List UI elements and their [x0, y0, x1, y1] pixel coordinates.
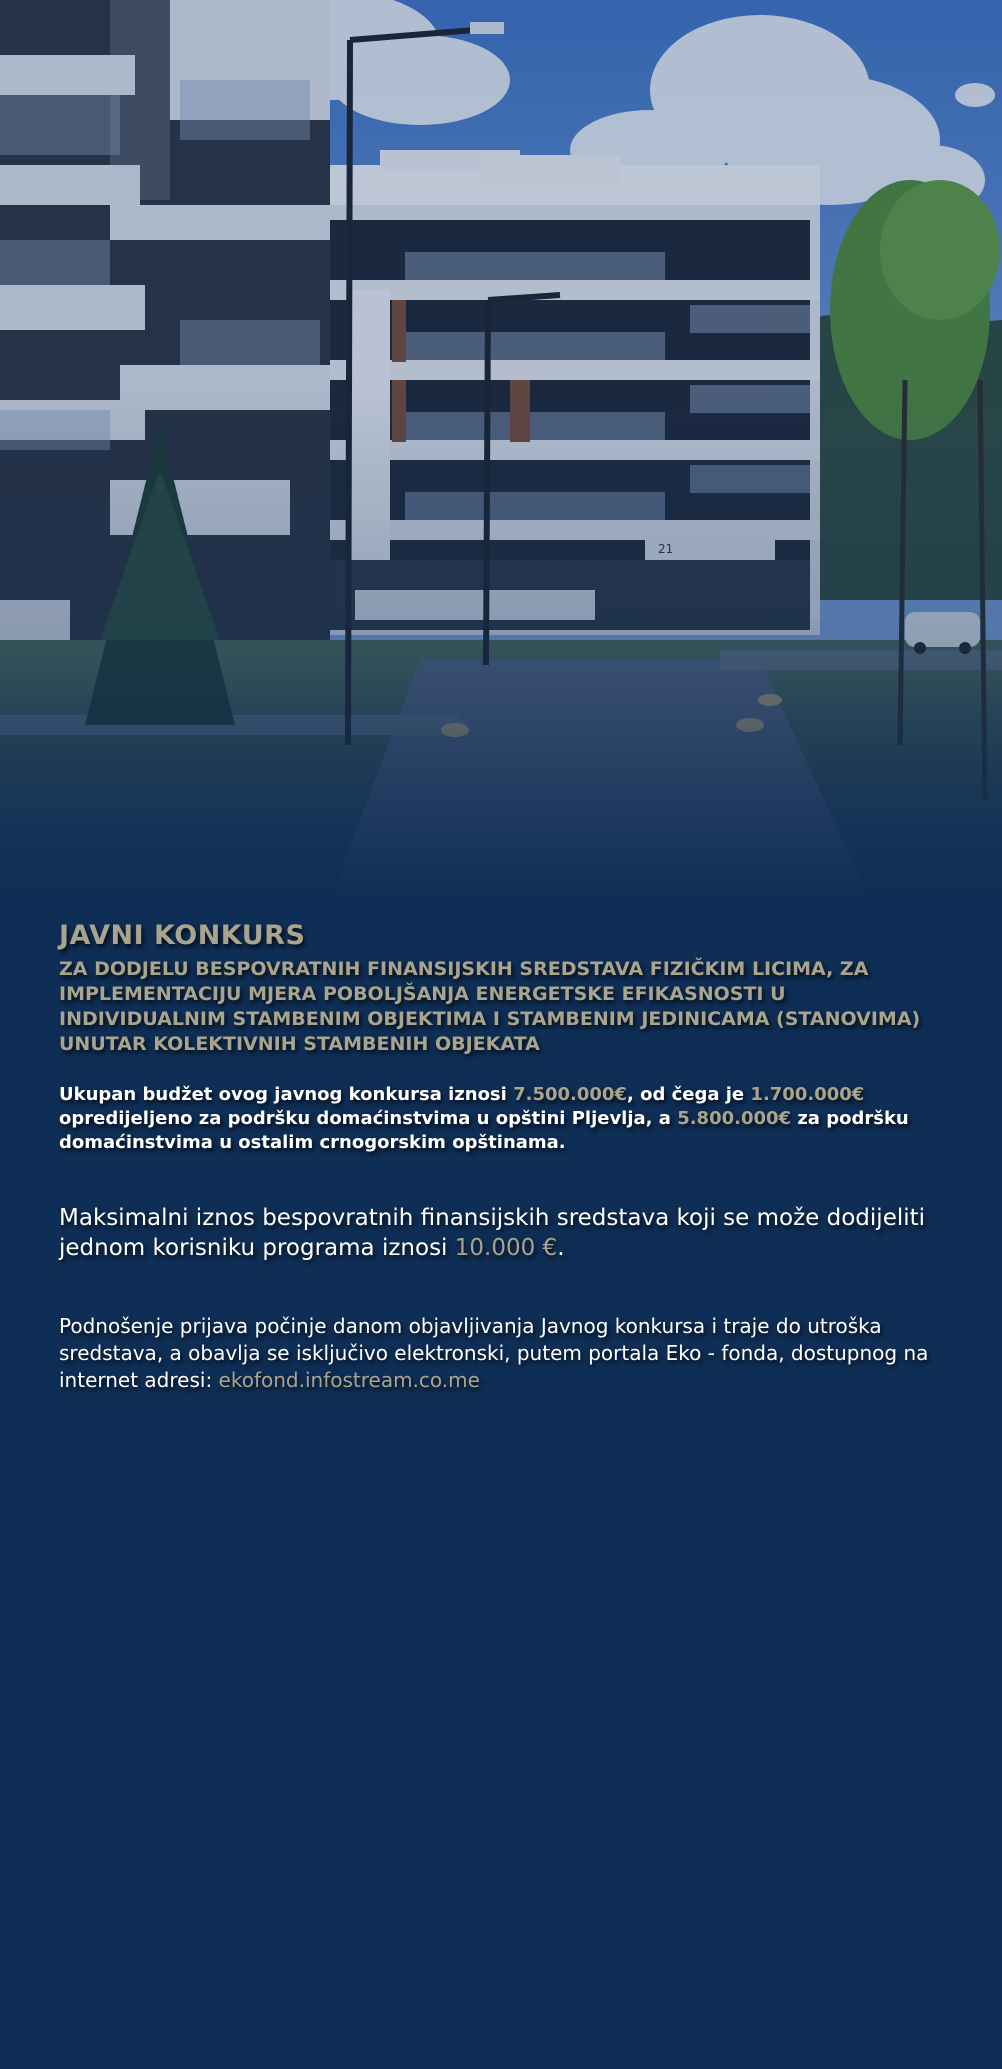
- hero-illustration: [0, 0, 1002, 900]
- maximum-amount: 10.000 €: [454, 1235, 558, 1261]
- konkurs-title: JAVNI KONKURS: [59, 920, 306, 951]
- ekofond-portal-link[interactable]: ekofond.infostream.co.me: [218, 1368, 480, 1392]
- budget-total-amount: 7.500.000€: [513, 1084, 627, 1105]
- application-text-1: Podnošenje prijava počinje danom objavljivanja Javnog konkursa i traje do utroška sredstava, a obavlja se isključivo elektronski, putem portala Eko - fonda, dostupnog na internet adresi:: [59, 1314, 929, 1392]
- budget-text-1: Ukupan budžet ovog javnog konkursa iznosi: [59, 1084, 514, 1105]
- budget-text-4: za podršku domaćinstvima u ostalim crnogorskim opštinama.: [59, 1108, 909, 1153]
- konkurs-subtitle: ZA DODJELU BESPOVRATNIH FINANSIJSKIH SREDSTAVA FIZIČKIM LICIMA, ZA IMPLEMENTACIJU MJERA POBOLJŠANJA ENERGETSKE EFIKASNOSTI U INDIVIDUALNIM STAMBENIM OBJEKTIMA I STAMBENIM JEDINICAMA (STANOVIMA) UNUTAR KOLEKTIVNIH STAMBENIH OBJEKATA: [59, 958, 921, 1055]
- budget-other-amount: 5.800.000€: [677, 1108, 792, 1129]
- budget-text-3: opredijeljeno za podršku domaćinstvima u opštini Pljevlja, a: [59, 1108, 678, 1129]
- budget-pljevlja-amount: 1.700.000€: [750, 1084, 865, 1105]
- maximum-text-1: Maksimalni iznos bespovratnih finansijskih sredstava koji se može dodijeliti jednom korisniku programa iznosi: [59, 1205, 926, 1261]
- budget-text-2: , od čega je: [626, 1084, 751, 1105]
- maximum-text-2: .: [557, 1235, 565, 1261]
- konkurs-content: [59, 920, 959, 1394]
- budget-paragraph: [59, 1083, 959, 1155]
- application-paragraph: [59, 1313, 959, 1394]
- maximum-paragraph: [59, 1203, 959, 1263]
- hero-image: [0, 0, 1002, 900]
